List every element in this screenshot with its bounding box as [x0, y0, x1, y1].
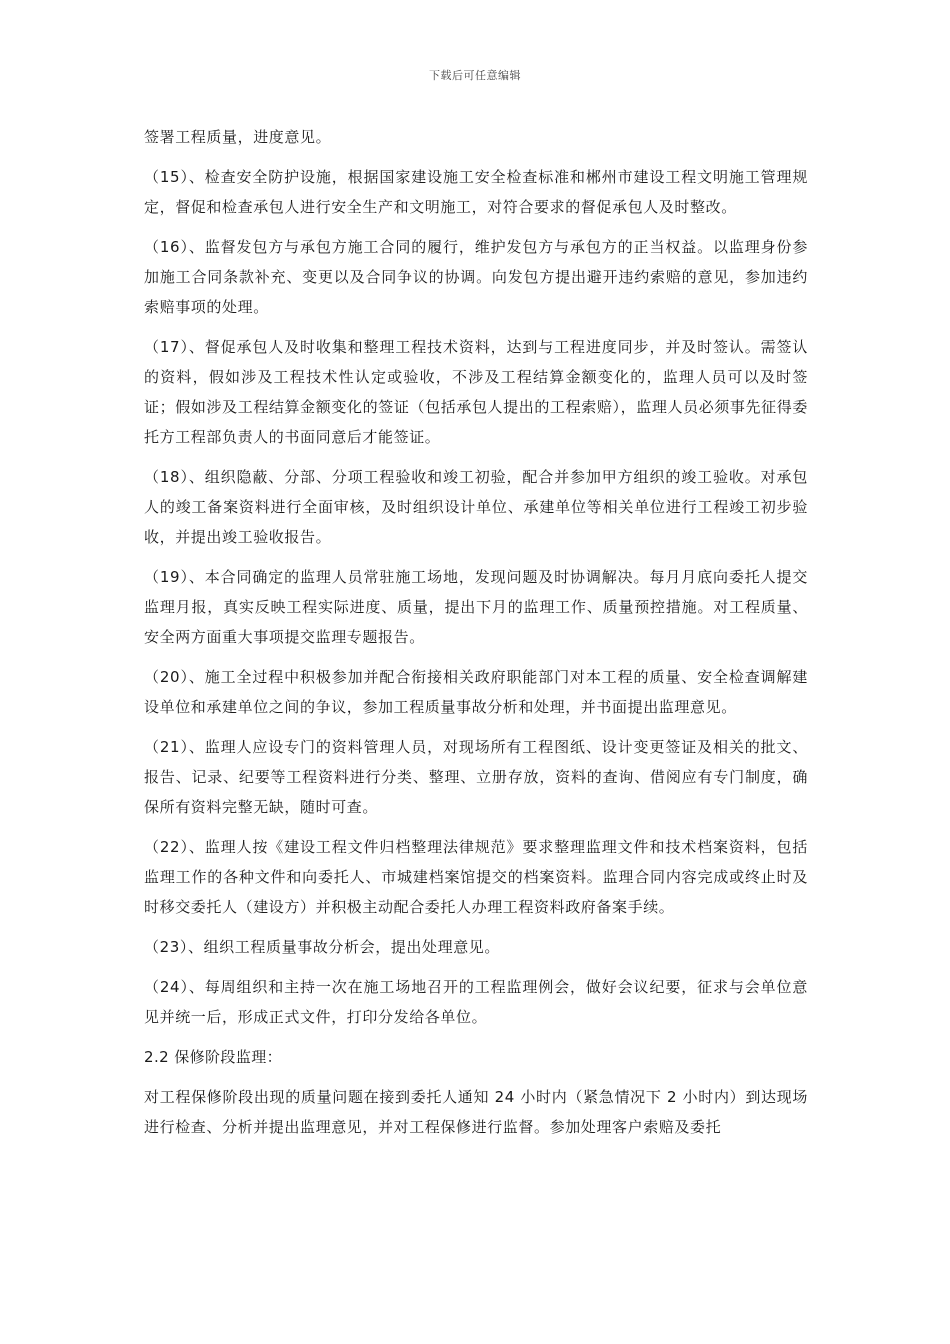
section-body-paragraph: 对工程保修阶段出现的质量问题在接到委托人通知 24 小时内（紧急情况下 2 小时内）到达现场进行检查、分析并提出监理意见，并对工程保修进行监督。参加处理客户索赔及委托	[144, 1088, 808, 1136]
paragraph-item-18: （18）、组织隐蔽、分部、分项工程验收和竣工初验，配合并参加甲方组织的竣工验收。对承包人的竣工备案资料进行全面审核，及时组织设计单位、承建单位等相关单位进行工程竣工初步验收，并提出竣工验收报告。	[144, 468, 808, 546]
page-header: 下载后可任意编辑	[429, 69, 521, 82]
paragraph-item-24: （24）、每周组织和主持一次在施工场地召开的工程监理例会，做好会议纪要，征求与会单位意见并统一后，形成正式文件，打印分发给各单位。	[144, 978, 808, 1026]
paragraph-item-21: （21）、监理人应设专门的资料管理人员，对现场所有工程图纸、设计变更签证及相关的批文、报告、记录、纪要等工程资料进行分类、整理、立册存放，资料的查询、借阅应有专门制度，确保所有资料完整无缺，随时可查。	[144, 738, 808, 816]
section-heading: 2.2 保修阶段监理：	[144, 1048, 283, 1066]
paragraph-item-16: （16）、监督发包方与承包方施工合同的履行，维护发包方与承包方的正当权益。以监理身份参加施工合同条款补充、变更以及合同争议的协调。向发包方提出避开违约索赔的意见，参加违约索赔事项的处理。	[144, 238, 808, 316]
document-body	[144, 122, 808, 1152]
paragraph-item-17: （17）、督促承包人及时收集和整理工程技术资料，达到与工程进度同步，并及时签认。需签认的资料，假如涉及工程技术性认定或验收，不涉及工程结算金额变化的，监理人员可以及时签证；假如涉及工程结算金额变化的签证（包括承包人提出的工程索赔），监理人员必须事先征得委托方工程部负责人的书面同意后才能签证。	[144, 338, 808, 446]
paragraph-item-19: （19）、本合同确定的监理人员常驻施工场地，发现问题及时协调解决。每月月底向委托人提交监理月报，真实反映工程实际进度、质量，提出下月的监理工作、质量预控措施。对工程质量、安全两方面重大事项提交监理专题报告。	[144, 568, 808, 646]
paragraph-continuation: 签署工程质量，进度意见。	[144, 128, 332, 146]
paragraph-item-15: （15）、检查安全防护设施，根据国家建设施工安全检查标准和郴州市建设工程文明施工管理规定，督促和检查承包人进行安全生产和文明施工，对符合要求的督促承包人及时整改。	[144, 168, 808, 216]
paragraph-item-20: （20）、施工全过程中积极参加并配合衔接相关政府职能部门对本工程的质量、安全检查调解建设单位和承建单位之间的争议，参加工程质量事故分析和处理，并书面提出监理意见。	[144, 668, 808, 716]
paragraph-item-22: （22）、监理人按《建设工程文件归档整理法律规范》要求整理监理文件和技术档案资料，包括监理工作的各种文件和向委托人、市城建档案馆提交的档案资料。监理合同内容完成或终止时及时移交委托人（建设方）并积极主动配合委托人办理工程资料政府备案手续。	[144, 838, 808, 916]
paragraph-item-23: （23）、组织工程质量事故分析会，提出处理意见。	[144, 938, 500, 956]
